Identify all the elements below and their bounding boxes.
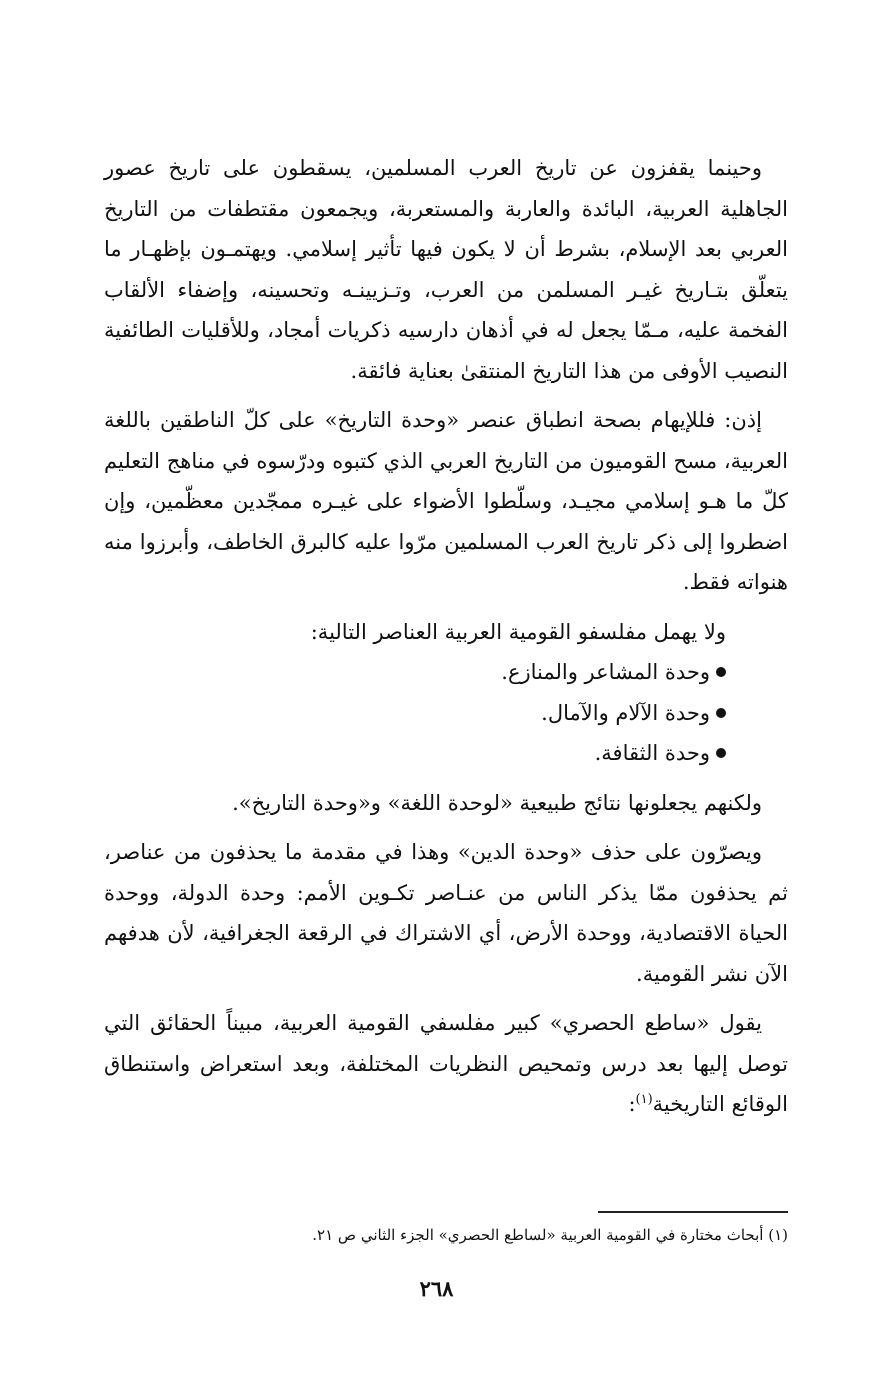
page-number: ٢٦٨ bbox=[419, 1276, 454, 1301]
paragraph-6 bbox=[104, 1003, 788, 1125]
paragraph-3-intro: ولا يهمل مفلسفو القومية العربية العناصر التالية: bbox=[310, 619, 726, 644]
list-item bbox=[104, 652, 726, 693]
page-body bbox=[104, 148, 788, 1125]
footnote-text: (١) أبحاث مختارة في القومية العربية «لساطع الحصري» الجزء الثاني ص ٢١. bbox=[312, 1226, 788, 1244]
bullet-icon bbox=[716, 708, 726, 718]
footnote-reference: (١) bbox=[635, 1092, 653, 1107]
paragraph-1: وحينما يقفزون عن تاريخ العرب المسلمين، يسقطون على تاريخ عصور الجاهلية العربية، البائدة والعاربة والمستعربة، ويجمعون مقتطفات من التاريخ العربي بعد الإسلام، بشرط أن لا يكون فيها تأثير إسلامي. ويهتمـون بإظهـار ما يتعلّق بتـاريخ غيـر المسلمن من العرب، وتـزيينـه وتحسينه، وإضفاء الألقاب الفخمة عليه، مـمّا يجعل له في أذهان دارسيه ذكريات أمجاد، وللأقليات الطائفية النصيب الأوفى من هذا التاريخ المنتقىٰ بعناية فائقة. bbox=[104, 156, 788, 383]
footnote-divider bbox=[598, 1211, 788, 1213]
paragraph-6-text: يقول «ساطع الحصري» كبير مفلسفي القومية العربية، مبيناً الحقائق التي توصل إليها بعد درس وتمحيص النظريات المختلفة، وبعد استعراض واستنطاق الوقائع التاريخية bbox=[104, 1011, 788, 1116]
list-item-text: وحدة الثقافة. bbox=[594, 741, 710, 765]
paragraph-4: ولكنهم يجعلونها نتائج طبيعية «لوحدة اللغة» و«وحدة التاريخ». bbox=[232, 790, 762, 815]
list-item bbox=[104, 693, 726, 734]
bullet-icon bbox=[716, 748, 726, 758]
paragraph-2: إذن: فللإيهام بصحة انطباق عنصر «وحدة التاريخ» على كلّ الناطقين باللغة العربية، مسح القوميون من التاريخ العربي الذي كتبوه ودرّسوه في مناهج التعليم كلّ ما هـو إسلامي مجيـد، وسلّطوا الأضواء على غيـره ممجّدين معظّمين، وإن اضطروا إلى ذكر تاريخ العرب المسلمين مرّوا عليه كالبرق الخاطف، وأبرزوا منه هنواته فقط. bbox=[104, 408, 788, 594]
list-item-text: وحدة المشاعر والمنازع. bbox=[501, 660, 710, 684]
bullet-icon bbox=[716, 667, 726, 677]
paragraph-5: ويصرّون على حذف «وحدة الدين» وهذا في مقدمة ما يحذفون من عناصر، ثم يحذفون ممّا يذكر الناس من عنـاصر تكـوين الأمم: وحدة الدولة، ووحدة الحياة الاقتصادية، ووحدة الأرض، أي الاشتراك في الرقعة الجغرافية، لأن هدفهم الآن نشر القومية. bbox=[104, 840, 788, 986]
paragraph-6-end: : bbox=[628, 1092, 636, 1116]
elements-list bbox=[104, 652, 788, 774]
list-item bbox=[104, 733, 726, 774]
list-item-text: وحدة الآلام والآمال. bbox=[541, 700, 710, 725]
